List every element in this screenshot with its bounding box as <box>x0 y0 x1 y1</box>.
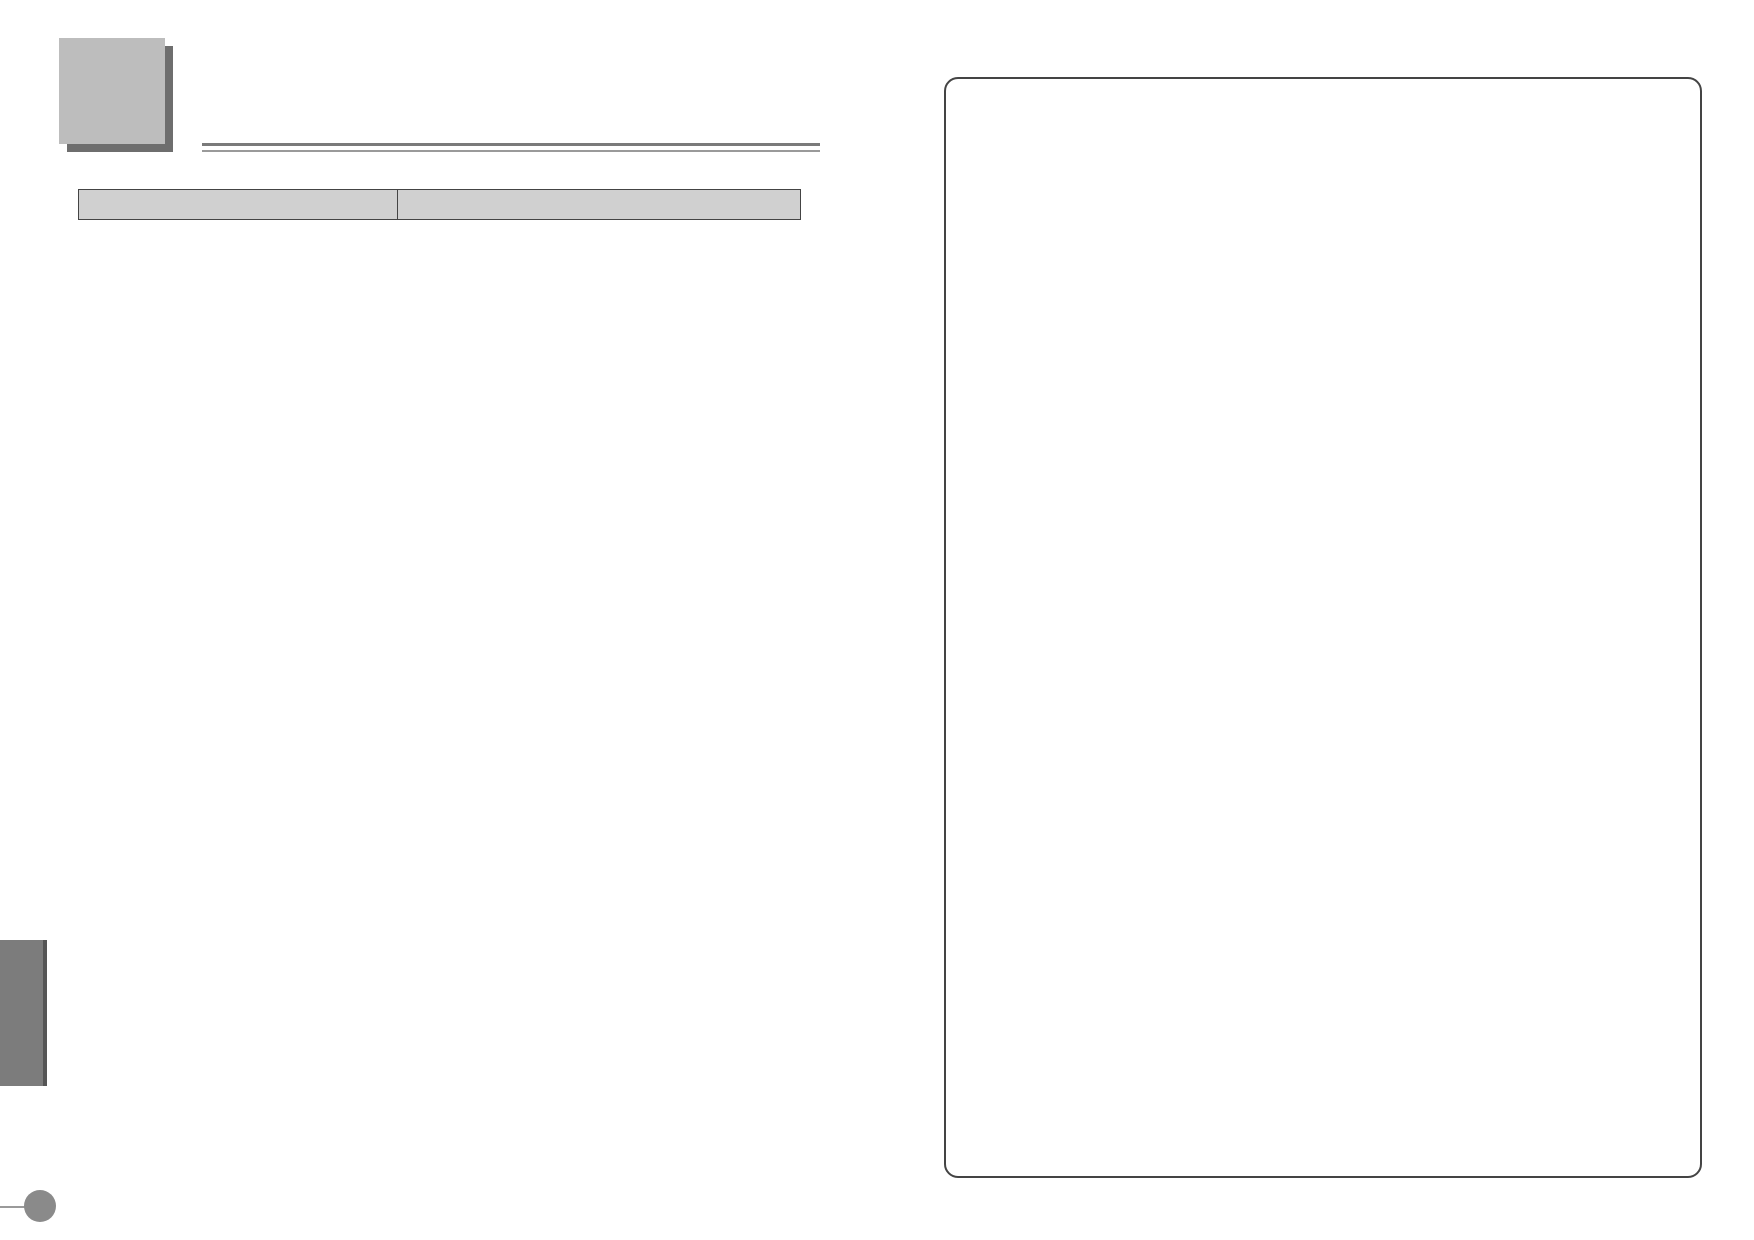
table-header-row <box>79 190 801 220</box>
page-number-line <box>0 1206 26 1208</box>
side-tab-troubleshooting[interactable] <box>0 940 47 1086</box>
page-number <box>24 1190 56 1222</box>
spec-table <box>78 189 801 220</box>
title-underline <box>202 143 820 152</box>
header-spec <box>398 190 801 220</box>
title-block-decoration <box>59 38 165 144</box>
header-item <box>79 190 398 220</box>
memo-box <box>944 77 1702 1178</box>
